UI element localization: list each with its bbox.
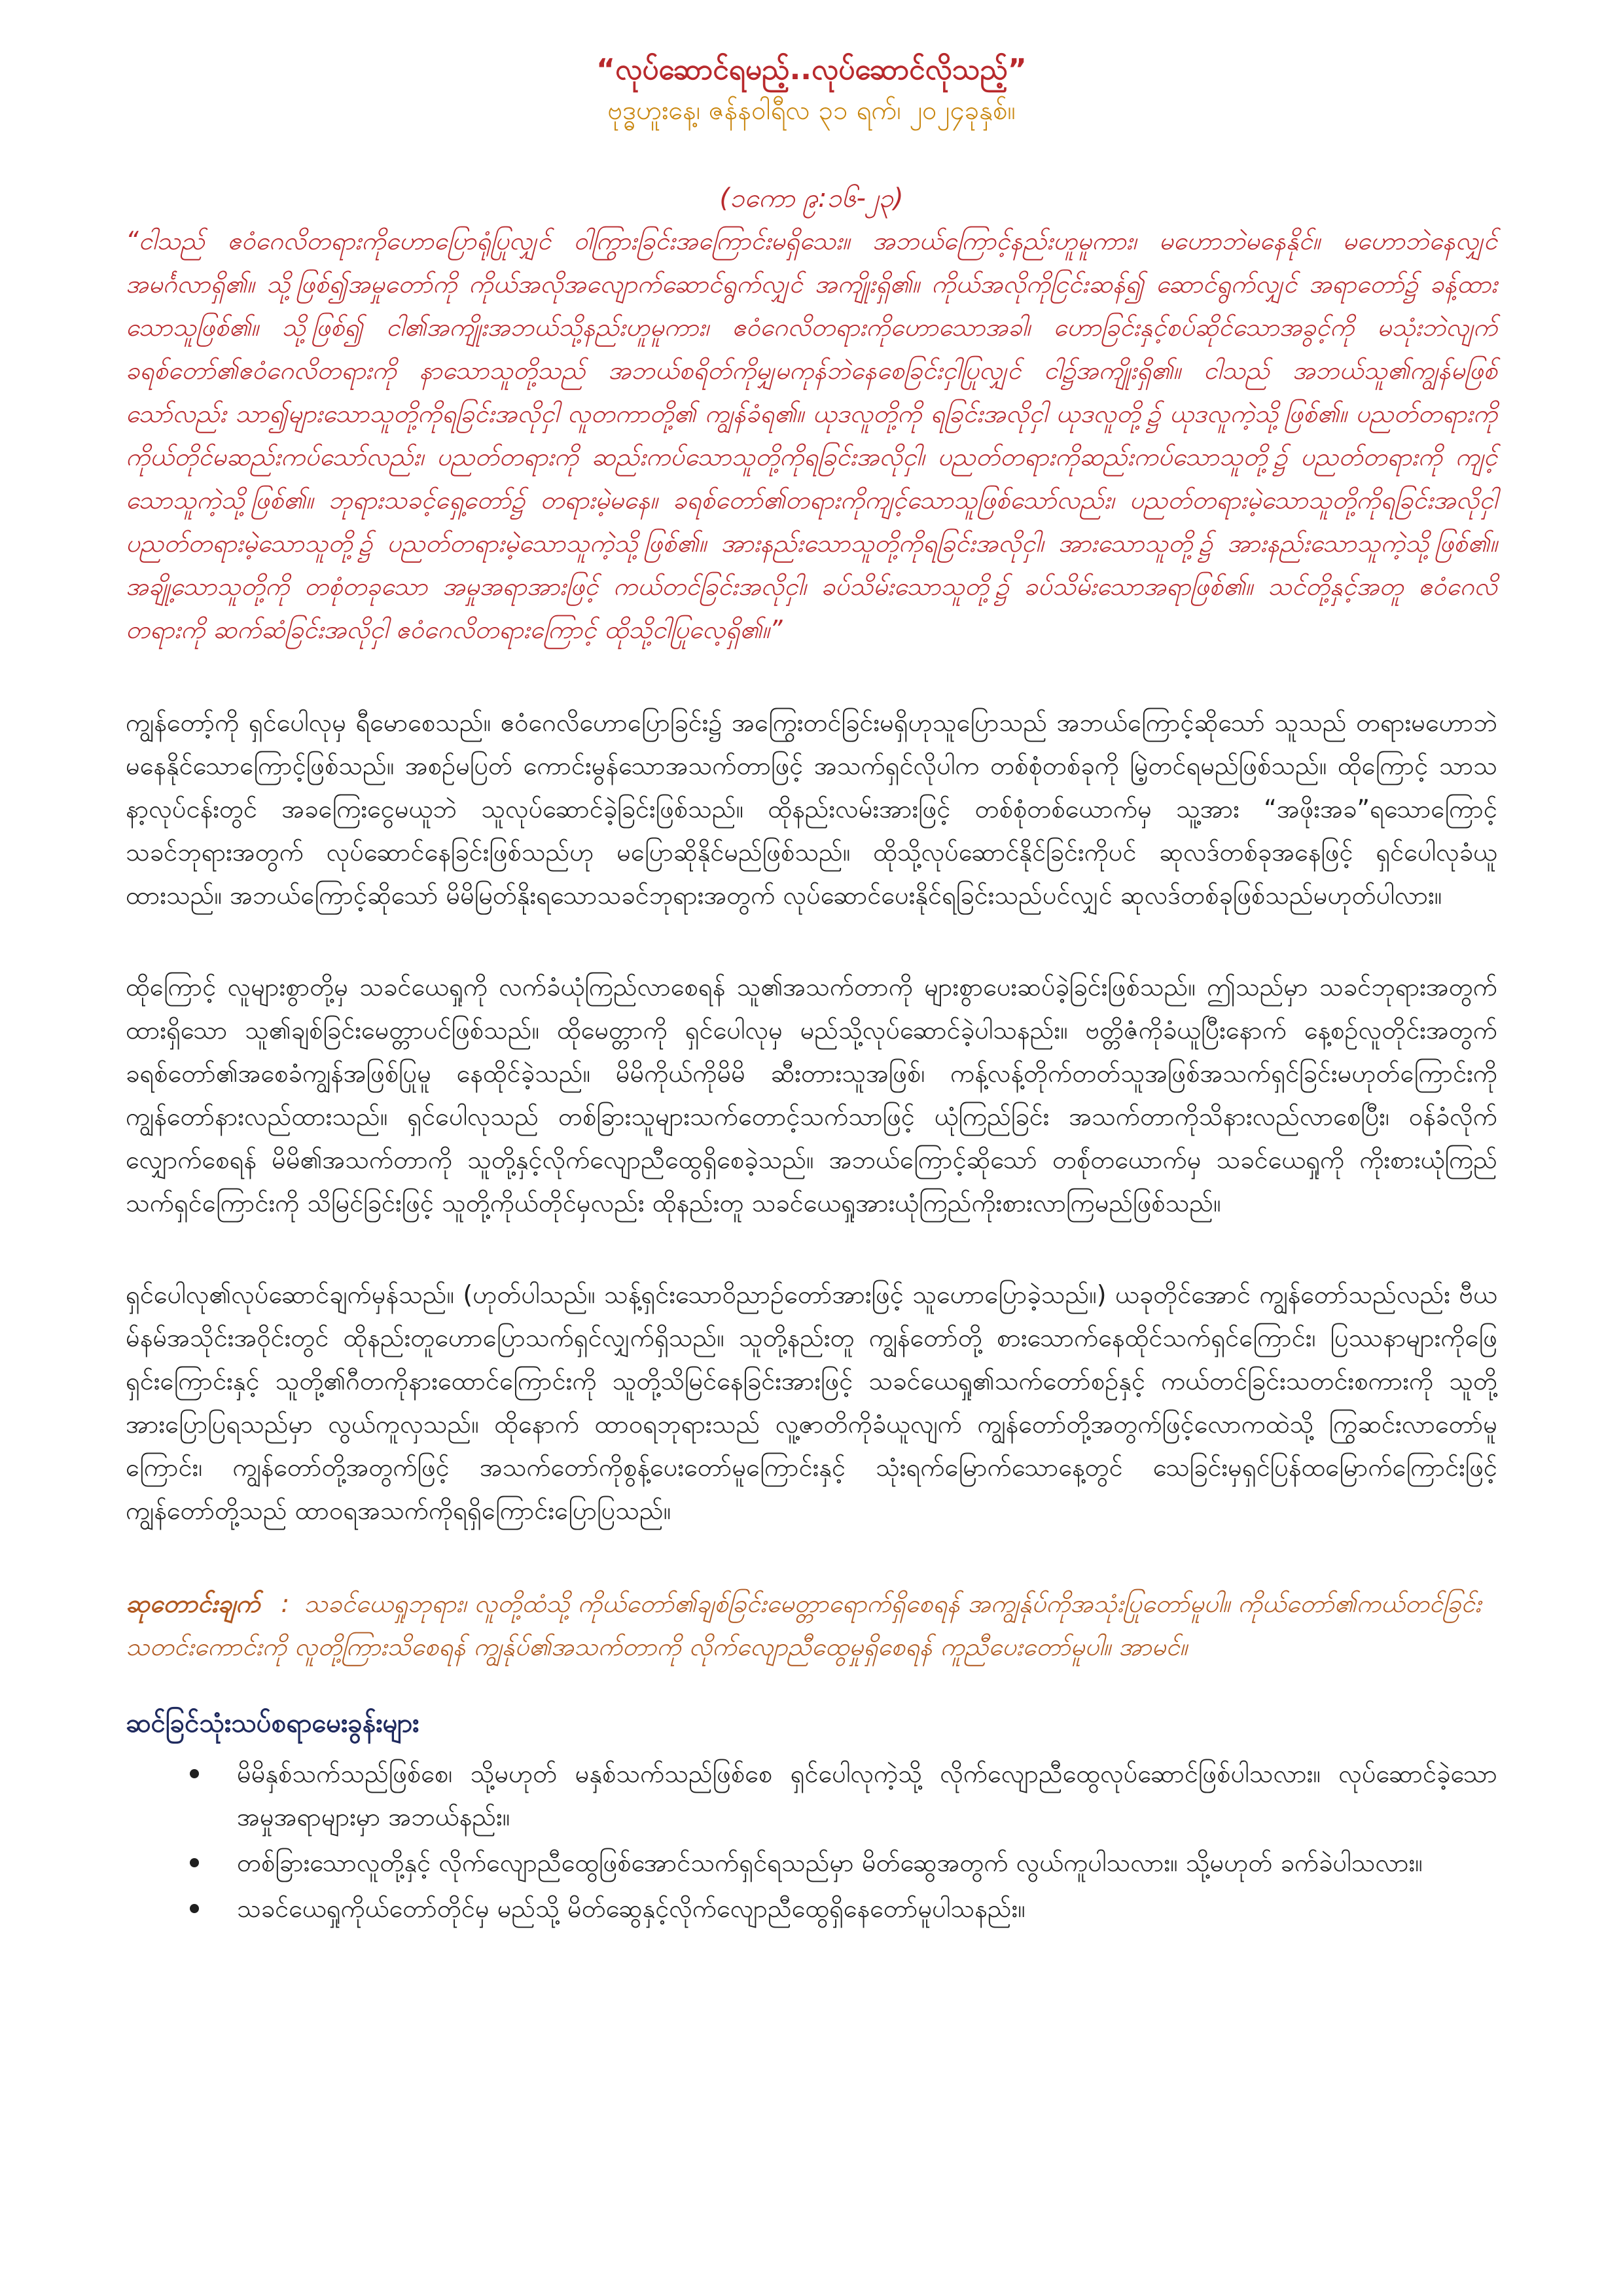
- body-paragraph-1: ကျွန်တော့်ကို ရှင်ပေါလုမှ ရီမောစေသည်။ ဧဝံဂေလိဟောပြောခြင်း၌ အကြွေးတင်ခြင်းမရှိဟုသူပြောသည် အဘယ်ကြောင့်ဆိုသော် သူသည် တရားမဟောဘဲမနေနိုင်သောကြောင့်ဖြစ်သည်။ အစဉ်မပြတ် ကောင်းမွန်သောအသက်တာဖြင့် အသက်ရှင်လိုပါက တစ်စုံတစ်ခုကို မြဲ့တင်ရမည်ဖြစ်သည်။ ထိုကြောင့် သာသနာ့လုပ်ငန်းတွင် အခကြေးငွေမယူဘဲ သူလုပ်ဆောင်ခဲ့ခြင်းဖြစ်သည်။ ထိုနည်းလမ်းအားဖြင့် တစ်စုံတစ်ယောက်မှ သူ့အား “အဖိုးအခ”ရသောကြောင့် သခင်ဘုရားအတွက် လုပ်ဆောင်နေခြင်းဖြစ်သည်ဟု မပြောဆိုနိုင်မည်ဖြစ်သည်။ ထိုသို့လုပ်ဆောင်နိုင်ခြင်းကိုပင် ဆုလဒ်တစ်ခုအနေဖြင့် ရှင်ပေါလုခံယူထားသည်။ အဘယ်ကြောင့်ဆိုသော် မိမိမြတ်နိုးရသောသခင်ဘုရားအတွက် လုပ်ဆောင်ပေးနိုင်ရခြင်းသည်ပင်လျှင် ဆုလဒ်တစ်ခုဖြစ်သည်မဟုတ်ပါလား။: [126, 708, 1497, 910]
- list-item: [185, 1841, 1497, 1884]
- date-line: ဗုဒ္ဓဟူးနေ့၊ ဇန်နဝါရီလ ၃၁ ရက်၊ ၂၀၂၄ခုနှစ်။: [607, 96, 1016, 126]
- bullet-icon: [190, 1769, 199, 1778]
- questions-heading: ဆင်ခြင်သုံးသပ်စရာမေးခွန်းများ: [126, 1708, 419, 1738]
- list-item: [185, 1752, 1497, 1839]
- body-paragraph-2: ထိုကြောင့် လူများစွာတို့မှ သခင်ယေရှုကို လက်ခံယုံကြည်လာစေရန် သူ၏အသက်တာကို များစွာပေးဆပ်ခဲ့ခြင်းဖြစ်သည်။ ဤသည်မှာ သခင်ဘုရားအတွက်ထားရှိသော သူ၏ချစ်ခြင်းမေတ္တာပင်ဖြစ်သည်။ ထိုမေတ္တာကို ရှင်ပေါလုမှ မည်သို့လုပ်ဆောင်ခဲ့ပါသနည်း။ ဗတ္တိဇံကိုခံယူပြီးနောက် နေ့စဉ်လူတိုင်းအတွက် ခရစ်တော်၏အစေခံကျွန်အဖြစ်ပြုမူ နေထိုင်ခဲ့သည်။ မိမိကိုယ်ကိုမိမိ ဆီးတားသူအဖြစ်၊ ကန့်လန့်တိုက်တတ်သူအဖြစ်အသက်ရှင်ခြင်းမဟုတ်ကြောင်းကို ကျွန်တော်နားလည်ထားသည်။ ရှင်ပေါလုသည် တစ်ခြားသူများသက်တောင့်သက်သာဖြင့် ယုံကြည်ခြင်း အသက်တာကိုသိနားလည်လာစေပြီး၊ ဝန်ခံလိုက်လျှောက်စေရန် မိမိ၏အသက်တာကို သူတို့နှင့်လိုက်လျောညီထွေရှိစေခဲ့သည်။ အဘယ်ကြောင့်ဆိုသော် တစ်ုံတယောက်မှ သခင်ယေရှုကို ကိုးစားယုံကြည်သက်ရှင်ကြောင်းကို သိမြင်ခြင်းဖြင့် သူတို့ကိုယ်တိုင်မှလည်း ထိုနည်းတူ သခင်ယေရှုအားယုံကြည်ကိုးစားလာကြမည်ဖြစ်သည်။: [126, 973, 1497, 1217]
- prayer-colon: :: [281, 1589, 290, 1618]
- body-paragraph-3: ရှင်ပေါလု၏လုပ်ဆောင်ချက်မှန်သည်။ (ဟုတ်ပါသည်။ သန့်ရှင်းသောဝိညာဉ်တော်အားဖြင့် သူဟောပြောခဲ့သည်။) ယခုတိုင်အောင် ကျွန်တော်သည်လည်း ဗီယမ်နမ်အသိုင်းအဝိုင်းတွင် ထိုနည်းတူဟောပြောသက်ရှင်လျှက်ရှိသည်။ သူတို့နည်းတူ ကျွန်တော်တို့ စားသောက်နေထိုင်သက်ရှင်ကြောင်း၊ ပြဿနာများကိုဖြေရှင်းကြောင်းနှင့် သူတို့၏ဂီတကိုနားထောင်ကြောင်းကို သူတို့သိမြင်နေခြင်းအားဖြင့် သခင်ယေရှု၏သက်တော်စဉ်နှင့် ကယ်တင်ခြင်းသတင်းစကားကို သူတို့အားပြောပြရသည်မှာ လွယ်ကူလှသည်။ ထိုနောက် ထာဝရဘုရားသည် လူ့ဇာတိကိုခံယူလျက် ကျွန်တော်တို့အတွက်ဖြင့်လောကထဲသို့ ကြွဆင်းလာတော်မူကြောင်း၊ ကျွန်တော်တို့အတွက်ဖြင့် အသက်တော်ကိုစွန့်ပေးတော်မူကြောင်းနှင့် သုံးရက်မြောက်သောနေ့တွင် သေခြင်းမှရှင်ပြန်ထမြောက်ကြောင်းဖြင့် ကျွန်တော်တို့သည် ထာဝရအသက်ကိုရရှိကြောင်းပြောပြသည်။: [126, 1280, 1497, 1525]
- list-item: [185, 1887, 1497, 1930]
- prayer-section: [126, 1582, 1497, 1668]
- questions-list: [126, 1752, 1497, 1930]
- prayer-text: သခင်ယေရှုဘုရား၊ လူတို့ထံသို့ ကိုယ်တော်၏ချစ်ခြင်းမေတ္တာရောက်ရှိစေရန် အကျွန်ုပ်ကိုအသုံးပြုတော်မူပါ။ ကိုယ်တော်၏ကယ်တင်ခြင်းသတင်းကောင်းကို လူတို့ကြားသိစေရန် ကျွန်ုပ်၏အသက်တာကို လိုက်လျောညီထွေမှုရှိစေရန် ကူညီပေးတော်မူပါ။ အာမင်။: [126, 1589, 1482, 1661]
- question-text: သခင်ယေရှုကိုယ်တော်တိုင်မှ မည်သို့ မိတ်ဆွေနှင့်လိုက်လျောညီထွေရှိနေတော်မူပါသနည်း။: [237, 1894, 1026, 1923]
- page-title: “လုပ်ဆောင်ရမည့်..လုပ်ဆောင်လိုသည့်”: [596, 53, 1027, 86]
- prayer-label: ဆုတောင်းချက်: [126, 1589, 260, 1618]
- question-text: မိမိနှစ်သက်သည်ဖြစ်စေ၊ သို့မဟုတ် မနှစ်သက်သည်ဖြစ်စေ ရှင်ပေါလုကဲ့သို့ လိုက်လျောညီထွေလုပ်ဆောင်ဖြစ်ပါသလား။ လုပ်ဆောင်ခဲ့သောအမှုအရာများမှာ အဘယ်နည်း။: [237, 1759, 1497, 1831]
- bullet-icon: [190, 1858, 199, 1867]
- scripture-reference: (၁ကော ၉:၁၆-၂၃): [719, 183, 904, 213]
- bullet-icon: [190, 1904, 199, 1913]
- question-text: တစ်ခြားသောလူတို့နှင့် လိုက်လျောညီထွေဖြစ်အောင်သက်ရှင်ရသည်မှာ မိတ်ဆွေအတွက် လွယ်ကူပါသလား။ သို့မဟုတ် ခက်ခဲပါသလား။: [237, 1848, 1423, 1877]
- scripture-passage: “ငါသည် ဧဝံဂေလိတရားကိုဟောပြောရုံပြုလျှင် ဝါကြွားခြင်းအကြောင်းမရှိသေး။ အဘယ်ကြောင့်နည်းဟူမူကား၊ မဟောဘဲမနေနိုင်။ မဟောဘဲနေလျှင် အမင်္ဂလာရှိ၏။ သို့ဖြစ်၍အမှုတော်ကို ကိုယ်အလိုအလျောက်ဆောင်ရွက်လျှင် အကျိုးရှိ၏။ ကိုယ်အလိုကိုငြင်းဆန်၍ ဆောင်ရွက်လျှင် အရာတော်၌ ခန့်ထားသောသူဖြစ်၏။ သို့ဖြစ်၍ ငါ၏အကျိုးအဘယ်သို့နည်းဟူမူကား၊ ဧဝံဂေလိတရားကိုဟောသောအခါ၊ ဟောခြင်းနှင့်စပ်ဆိုင်သောအခွင့်ကို မသုံးဘဲလျက် ခရစ်တော်၏ဧဝံဂေလိတရားကို နာသောသူတို့သည် အဘယ်စရိတ်ကိုမျှမကုန်ဘဲနေစေခြင်းငှါပြုလျှင် ငါ၌အကျိုးရှိ၏။ ငါသည် အဘယ်သူ၏ကျွန်မဖြစ်သော်လည်း သာ၍များသောသူတို့ကိုရခြင်းအလိုငှါ လူတကာတို့၏ ကျွန်ခံရ၏။ ယုဒလူတို့ကို ရခြင်းအလိုငှါ ယုဒလူတို့၌ ယုဒလူကဲ့သို့ဖြစ်၏။ ပညတ်တရားကို ကိုယ်တိုင်မဆည်းကပ်သော်လည်း၊ ပညတ်တရားကို ဆည်းကပ်သောသူတို့ကိုရခြင်းအလိုငှါ၊ ပညတ်တရားကိုဆည်းကပ်သောသူတို့၌ ပညတ်တရားကို ကျင့်သောသူကဲ့သို့ဖြစ်၏။ ဘုရားသခင့်ရှေ့တော်၌ တရားမဲ့မနေ။ ခရစ်တော်၏တရားကိုကျင့်သောသူဖြစ်သော်လည်း၊ ပညတ်တရားမဲ့သောသူတို့ကိုရခြင်းအလိုငှါ ပညတ်တရားမဲ့သောသူတို့၌ ပညတ်တရားမဲ့သောသူကဲ့သို့ဖြစ်၏။ အားနည်းသောသူတို့ကိုရခြင်းအလိုငှါ၊ အားသောသူတို့၌ အားနည်းသောသူကဲ့သို့ဖြစ်၏။ အချို့သောသူတို့ကို တစုံတခုသော အမှုအရာအားဖြင့် ကယ်တင်ခြင်းအလိုငှါ၊ ခပ်သိမ်းသောသူတို့၌ ခပ်သိမ်းသောအရာဖြစ်၏။ သင်တို့နှင့်အတူ ဧဝံဂေလိတရားကို ဆက်ဆံခြင်းအလိုငှါ ဧဝံဂေလိတရားကြောင့် ထိုသို့ငါပြုလေ့ရှိ၏။”: [126, 226, 1497, 644]
- header: [126, 49, 1497, 130]
